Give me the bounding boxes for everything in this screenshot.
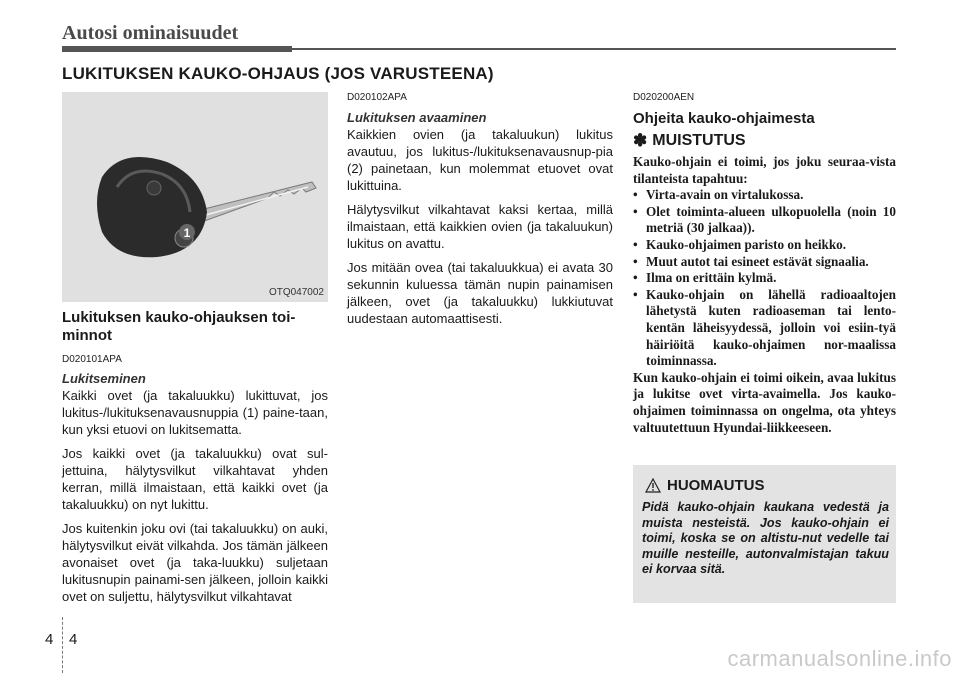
photo-code: OTQ047002 xyxy=(268,287,324,298)
header-rule-accent xyxy=(62,46,292,52)
header-title: Autosi ominaisuudet xyxy=(62,22,239,44)
list-item: • Kauko-ohjaimen paristo on heikko. xyxy=(633,236,847,252)
key-photo xyxy=(62,92,328,302)
col2-subheading: Lukituksen avaaminen xyxy=(347,110,487,125)
column-right xyxy=(633,92,896,436)
memo-heading xyxy=(633,131,896,151)
key-illustration xyxy=(62,92,328,302)
caution-header xyxy=(645,477,765,494)
col1-paragraph-2: Jos kaikki ovet (ja takaluukku) ovat sul-jettuina, hälytysvilkut vilkahtavat yhden kerran, millä ilmaistaan, että kaikki ovet (ja takaluukku) on nyt lukittu. xyxy=(62,446,328,512)
col3-heading: Ohjeita kauko-ohjaimesta xyxy=(633,110,815,127)
list-item: • Virta-avain on virtalukossa. xyxy=(633,187,804,203)
list-item: • Ilma on erittäin kylmä. xyxy=(633,270,777,286)
page-number-section: 4 xyxy=(45,631,54,648)
col1-subheading: Lukitseminen xyxy=(62,371,146,386)
watermark: carmanualsonline.info xyxy=(727,646,952,671)
caution-title: HUOMAUTUS xyxy=(667,477,765,494)
col2-paragraph-1: Kaikkien ovien (ja takaluukun) lukitus avautuu, jos lukitus-/lukituksenavausnup-pia (2) painetaan, kun molemmat etuovet ovat lukittuina. xyxy=(347,127,613,193)
warning-triangle-icon xyxy=(645,478,661,493)
list-item: • Muut autot tai esineet estävät signaalia. xyxy=(633,253,869,269)
memo-icon: ✽ xyxy=(633,131,648,150)
memo-list xyxy=(633,187,896,370)
section-title: LUKITUKSEN KAUKO-OHJAUS (JOS VARUSTEENA) xyxy=(62,64,494,83)
col2-code: D020102APA xyxy=(347,92,407,103)
callout-1-label: 1 xyxy=(183,226,191,240)
page-number-divider xyxy=(62,617,63,673)
list-item: • Kauko-ohjain on lähellä radioaaltojen lähetystä kuten radioaseman tai lento-kentän läheisyydessä, jolloin voi esiin-tyä häiriöitä kauko-ohjaimen nor-maalissa toiminnassa. xyxy=(633,286,896,369)
col2-paragraph-2: Hälytysvilkut vilkahtavat kaksi kertaa, millä ilmaistaan, että kaikkien ovien (ja takaluukun) lukitus on avattu. xyxy=(347,202,613,251)
caution-text: Pidä kauko-ohjain kaukana vedestä ja muista nesteistä. Jos kauko-ohjain ei toimi, koska se on altistu-nut vedelle tai muille nesteille, autonvalmistajan takuu ei korvaa sitä. xyxy=(642,500,889,577)
memo-title: MUISTUTUS xyxy=(652,132,746,149)
list-item: • Olet toiminta-alueen ulkopuolella (noin 10 metriä (30 jalkaa)). xyxy=(633,203,896,236)
memo-intro: Kauko-ohjain ei toimi, jos joku seuraa-vista tilanteista tapahtuu: xyxy=(633,154,896,186)
col2-paragraph-3: Jos mitään ovea (tai takaluukkua) ei avata 30 sekunnin kuluessa tämän nupin painamisen jälkeen, ovet (ja takaluukku) lukkiutuvat uudestaan automaattisesti. xyxy=(347,260,613,326)
col1-paragraph-1: Kaikki ovet (ja takaluukku) lukittuvat, jos lukitus-/lukituksenavausnuppia (1) paine-taan, kun yksi etuovi on lukitsematta. xyxy=(62,388,328,437)
col3-code: D020200AEN xyxy=(633,92,695,103)
memo-outro: Kun kauko-ohjain ei toimi oikein, avaa lukitus ja lukitse ovet virta-avaimella. Jos kauko-ohjaimen toiminnassa on ongelma, ota yhteys valtuutettuun Hyundai-liikkeeseen. xyxy=(633,369,896,435)
column-left xyxy=(62,92,328,605)
caution-box xyxy=(633,465,896,603)
page-number: 4 xyxy=(69,631,78,648)
col1-paragraph-3: Jos kuitenkin joku ovi (tai takaluukku) on auki, hälytysvilkut eivät vilkahda. Jos tämän jälkeen avonaiset ovet (ja taka-luukku) suljetaan lukitusnupin painami-sen jälkeen, jolloin kaikki ovet on suljettu, hälytysvilkut vilkahtavat xyxy=(62,521,328,604)
col1-code: D020101APA xyxy=(62,354,122,365)
column-middle xyxy=(347,92,613,327)
col1-heading: Lukituksen kauko-ohjauksen toi-minnot xyxy=(62,309,296,344)
